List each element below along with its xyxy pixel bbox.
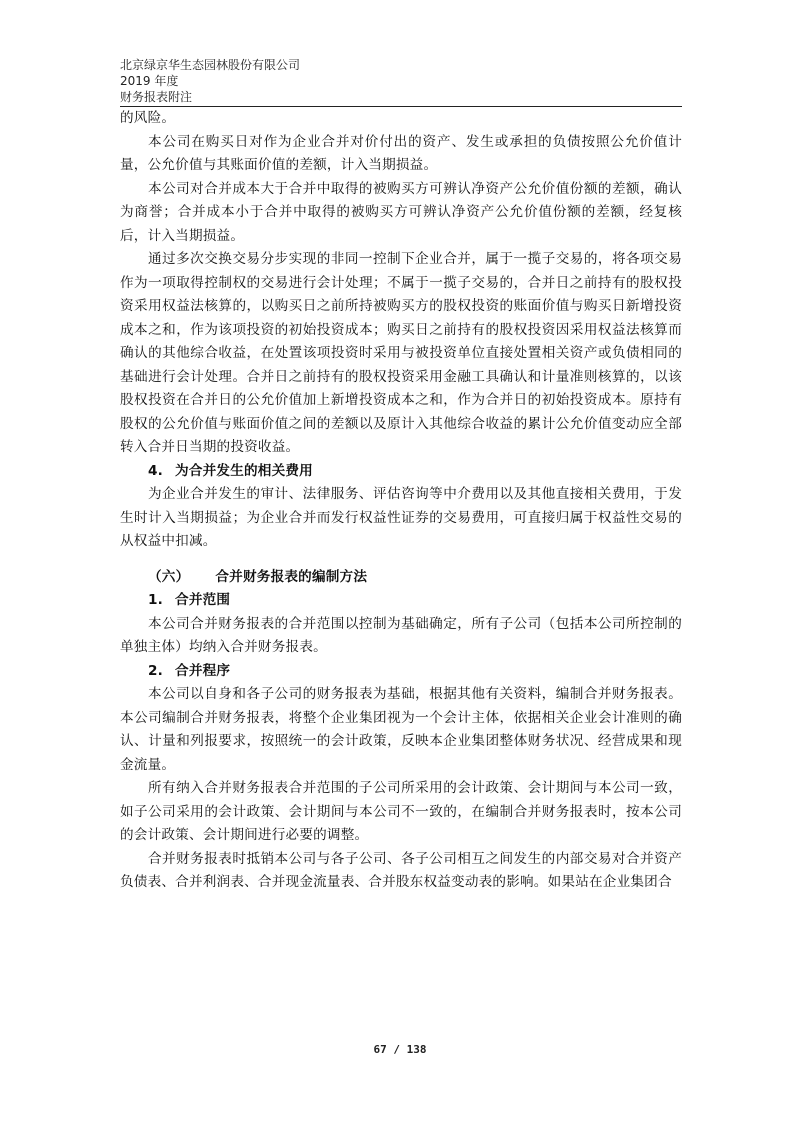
company-name: 北京绿京华生态园林股份有限公司 [120, 58, 301, 72]
section-text: 合并财务报表的编制方法 [215, 568, 368, 585]
page-body [120, 107, 682, 895]
heading-number: 1. [148, 592, 164, 608]
paragraph: 本公司在购买日对作为企业合并对价付出的资产、发生或承担的负债按照公允价值计量，公允价值与其账面价值的差额，计入当期损益。 [120, 133, 682, 173]
page-number: 67 / 138 [373, 1043, 427, 1056]
paragraph: 本公司对合并成本大于合并中取得的被购买方可辨认净资产公允价值份额的差额，确认为商誉；合并成本小于合并中取得的被购买方可辨认净资产公允价值份额的差额，经复核后，计入当期损益。 [120, 180, 682, 244]
paragraph-continuation: 的风险。 [120, 110, 176, 126]
heading-number: 2. [148, 662, 164, 679]
heading-text: 合并程序 [175, 662, 231, 679]
heading-number: 4. [148, 462, 164, 479]
paragraph: 合并财务报表时抵销本公司与各子公司、各子公司相互之间发生的内部交易对合并资产负债表、合并利润表、合并现金流量表、合并股东权益变动表的影响。如果站在企业集团合 [120, 850, 682, 890]
subsection-heading-1 [120, 589, 682, 613]
page-header [120, 57, 300, 105]
paragraph: 通过多次交换交易分步实现的非同一控制下企业合并，属于一揽子交易的，将各项交易作为一项取得控制权的交易进行会计处理；不属于一揽子交易的，合并日之前持有的股权投资采用权益法核算的，以购买日之前所持被购买方的股权投资的账面价值与购买日新增投资成本之和，作为该项投资的初始投资成本；购买日之前持有的股权投资因采用权益法核算而确认的其他综合收益，在处置该项投资时采用与被投资单位直接处置相关资产或负债相同的基础进行会计处理。合并日之前持有的股权投资采用金融工具确认和计量准则核算的，以该股权投资在合并日的公允价值加上新增投资成本之和，作为合并日的初始投资成本。原持有股权的公允价值与账面价值之间的差额以及原计入其他综合收益的累计公允价值变动应全部转入合并日当期的投资收益。 [120, 251, 682, 455]
heading-text: 为合并发生的相关费用 [175, 462, 313, 479]
document-title: 财务报表附注 [120, 90, 193, 104]
subsection-heading-2 [120, 660, 682, 684]
heading-text: 合并范围 [175, 592, 231, 608]
section-heading-6 [120, 566, 682, 590]
paragraph: 所有纳入合并财务报表合并范围的子公司所采用的会计政策、会计期间与本公司一致，如子公司采用的会计政策、会计期间与本公司不一致的，在编制合并财务报表时，按本公司的会计政策、会计期间进行必要的调整。 [120, 780, 682, 843]
paragraph: 为企业合并发生的审计、法律服务、评估咨询等中介费用以及其他直接相关费用，于发生时计入当期损益；为企业合并而发行权益性证券的交易费用，可直接归属于权益性交易的从权益中扣减。 [120, 486, 682, 549]
subsection-heading-4 [120, 460, 682, 484]
paragraph: 本公司以自身和各子公司的财务报表为基础，根据其他有关资料，编制合并财务报表。本公司编制合并财务报表，将整个企业集团视为一个会计主体，依据相关企业会计准则的确认、计量和列报要求，按照统一的会计政策，反映本企业集团整体财务状况、经营成果和现金流量。 [120, 686, 682, 773]
paragraph: 本公司合并财务报表的合并范围以控制为基础确定，所有子公司（包括本公司所控制的单独主体）均纳入合并财务报表。 [120, 615, 682, 655]
section-number: （六） [148, 568, 190, 585]
report-year: 2019 年度 [120, 74, 179, 88]
